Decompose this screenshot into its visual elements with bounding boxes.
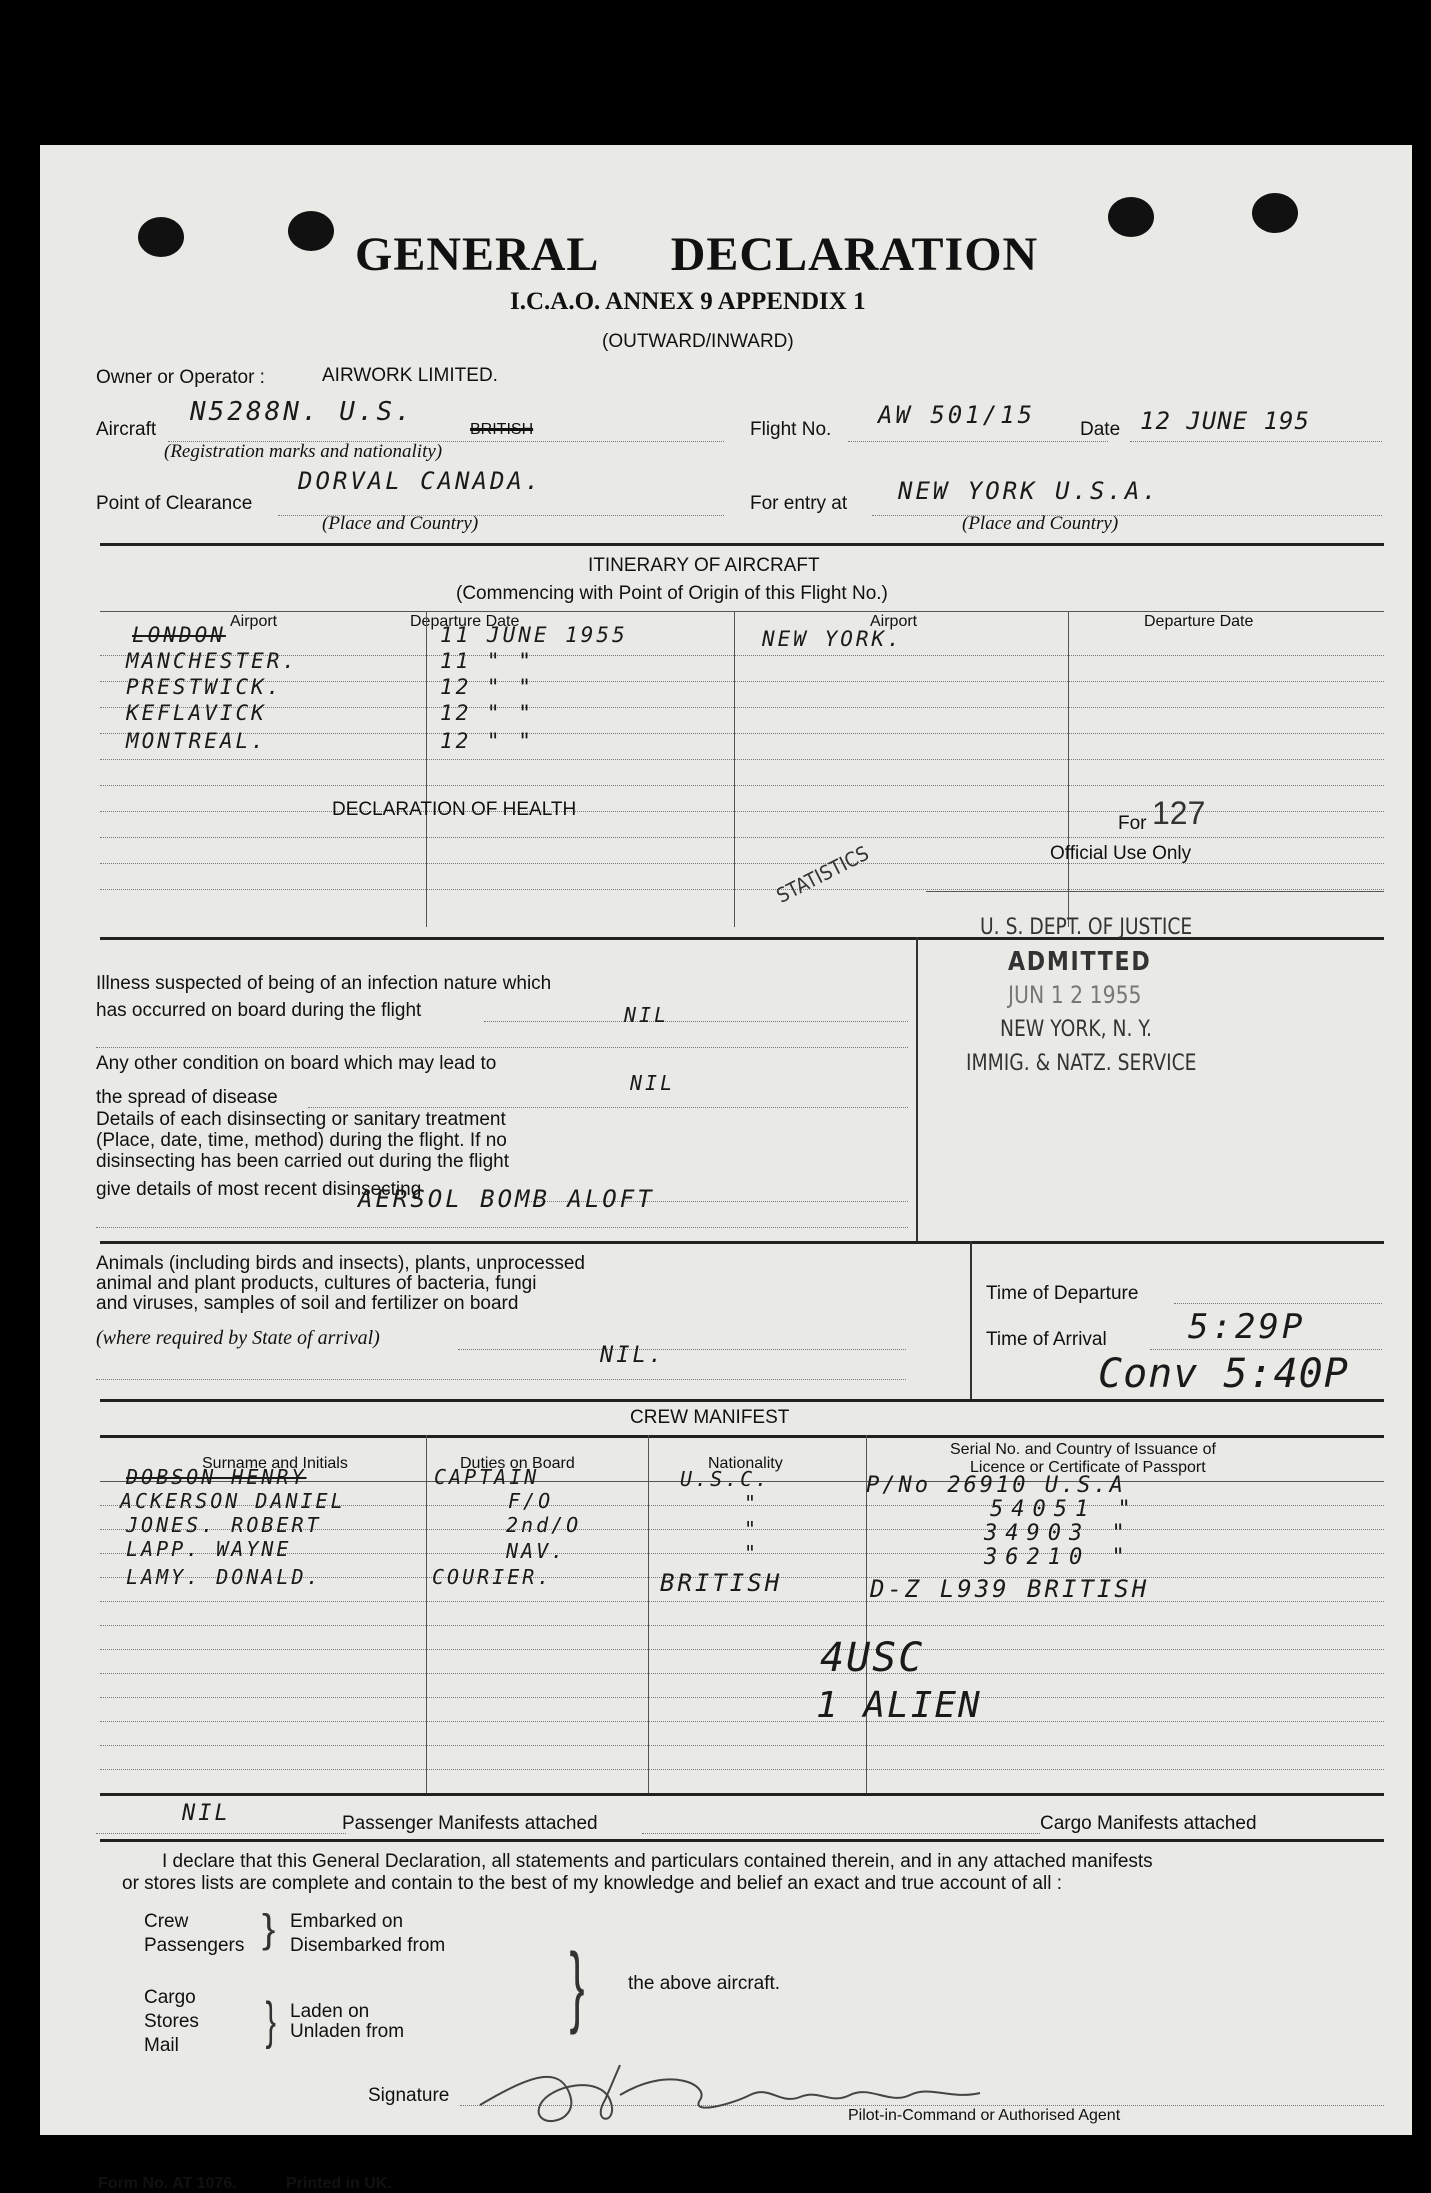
itinerary-col-airport-left: Airport: [230, 613, 278, 630]
itinerary-date-3: 12 " ": [440, 675, 534, 699]
title-part-1: GENERAL: [355, 228, 597, 281]
brace-3: }: [265, 1992, 276, 2050]
printed-in: Printed in UK.: [286, 2175, 392, 2192]
crew-nat-1: U.S.C.: [680, 1467, 771, 1491]
owner-value: AIRWORK LIMITED.: [322, 365, 498, 386]
itinerary-date-4: 12 " ": [440, 701, 534, 725]
health-q1-line1: Illness suspected of being of an infection nature which: [96, 973, 552, 994]
clearance-value: DORVAL CANADA.: [298, 467, 543, 495]
crew-serial-3: 34903 ": [984, 1521, 1133, 1546]
official-number: 127: [1152, 795, 1206, 831]
crew-serial-4: 36210 ": [984, 1545, 1133, 1570]
clearance-caption: (Place and Country): [322, 513, 479, 534]
flight-value: AW 501/15: [878, 401, 1036, 429]
itinerary-col-departure-left: Departure Date: [410, 613, 520, 630]
crew-col-serial-1: Serial No. and Country of Issuance of: [950, 1441, 1216, 1458]
declaration-laden: Laden on: [290, 2001, 370, 2022]
animals-line1: Animals (including birds and insects), plants, unprocessed: [96, 1253, 585, 1274]
crew-note-alien: 1 ALIEN: [816, 1685, 982, 1726]
itinerary-subtitle: (Commencing with Point of Origin of this Flight No.): [456, 583, 888, 604]
date-label: Date: [1080, 419, 1121, 440]
crew-name-1: DOBSON HENRY: [126, 1465, 307, 1489]
form-subtitle: I.C.A.O. ANNEX 9 APPENDIX 1: [510, 288, 866, 315]
health-q1-answer: NIL: [624, 1003, 670, 1027]
passenger-manifest-label: Passenger Manifests attached: [342, 1813, 598, 1834]
date-value: 12 JUNE 195: [1140, 407, 1310, 435]
aircraft-value: N5288N. U.S.: [190, 397, 414, 427]
animals-line3: and viruses, samples of soil and fertilizer on board: [96, 1293, 519, 1314]
declaration-passengers: Passengers: [144, 1935, 245, 1956]
crew-duty-4: NAV.: [506, 1539, 567, 1563]
health-title: DECLARATION OF HEALTH: [332, 799, 577, 820]
aircraft-printed-nationality: BRITISH: [470, 421, 534, 438]
arrival-time-value: 5:29P: [1188, 1307, 1306, 1347]
form-number: Form No. AT 1076.: [98, 2175, 237, 2192]
passenger-manifest-value: NIL: [182, 1801, 231, 1826]
animals-line2: animal and plant products, cultures of bacteria, fungi: [96, 1273, 537, 1294]
itinerary-airport-4: KEFLAVICK: [126, 701, 267, 725]
health-q3-line2-text: (Place, date, time, method) during the flight. If no: [96, 1130, 507, 1151]
title-part-2: DECLARATION: [670, 228, 1039, 281]
crew-duty-5: COURIER.: [432, 1565, 553, 1589]
owner-label: Owner or Operator :: [96, 367, 265, 388]
crew-name-4: LAPP. WAYNE: [126, 1537, 292, 1561]
itinerary-date-2: 11 " ": [440, 649, 534, 673]
aircraft-caption: (Registration marks and nationality): [164, 441, 443, 462]
itinerary-airport-5: MONTREAL.: [126, 729, 267, 753]
entry-label: For entry at: [750, 493, 848, 514]
declaration-mail: Mail: [144, 2035, 179, 2056]
crew-col-name: Surname and Initials: [202, 1455, 348, 1472]
crew-col-duties: Duties on Board: [460, 1455, 575, 1472]
crew-note-usc: 4USC: [820, 1635, 925, 1681]
declaration-unladen: Unladen from: [290, 2021, 405, 2042]
declaration-crew: Crew: [144, 1911, 189, 1932]
punch-hole: [288, 211, 334, 251]
entry-value: NEW YORK U.S.A.: [898, 477, 1160, 505]
stamp-line-3: JUN 1 2 1955: [1008, 981, 1142, 1009]
crew-duty-1: CAPTAIN: [434, 1465, 540, 1489]
crew-nat-2: ": [744, 1491, 760, 1515]
animals-line4: (where required by State of arrival): [96, 1327, 380, 1349]
crew-serial-1: P/No 26910 U.S.A: [866, 1473, 1126, 1498]
declaration-embarked: Embarked on: [290, 1911, 404, 1932]
entry-caption: (Place and Country): [962, 513, 1119, 534]
declaration-text-2: or stores lists are complete and contain to the best of my knowledge and belief an exact and true account of all :: [122, 1873, 1062, 1894]
brace-2: }: [569, 1936, 585, 2036]
crew-duty-2: F/O: [508, 1489, 554, 1513]
form-title: [355, 227, 1038, 282]
aircraft-label: Aircraft: [96, 419, 157, 440]
declaration-cargo: Cargo: [144, 1987, 196, 2008]
declaration-stores: Stores: [144, 2011, 199, 2032]
health-q3-line2: [96, 1130, 507, 1152]
health-q1-line2: has occurred on board during the flight: [96, 1000, 422, 1021]
crew-name-5: LAMY. DONALD.: [126, 1565, 322, 1589]
brace-1: }: [262, 1907, 276, 1951]
cargo-manifest-label: Cargo Manifests attached: [1040, 1813, 1257, 1834]
stamp-line-2: ADMITTED: [1008, 947, 1152, 977]
signer-caption: Pilot-in-Command or Authorised Agent: [848, 2107, 1121, 2124]
clearance-label: Point of Clearance: [96, 493, 253, 514]
signature-label: Signature: [368, 2085, 450, 2106]
arrival-time-label: Time of Arrival: [986, 1329, 1107, 1350]
stamp-line-1: U. S. DEPT. OF JUSTICE: [980, 915, 1193, 940]
crew-nat-4: ": [744, 1541, 760, 1565]
punch-hole: [1108, 197, 1154, 237]
declaration-disembarked: Disembarked from: [290, 1935, 446, 1956]
stamp-line-5: IMMIG. & NATZ. SERVICE: [966, 1051, 1197, 1076]
conv-time-value: Conv 5:40P: [1098, 1351, 1349, 1397]
itinerary-airport-2: MANCHESTER.: [126, 649, 299, 673]
crew-col-serial-2: Licence or Certificate of Passport: [970, 1459, 1206, 1476]
departure-time-label: Time of Departure: [986, 1283, 1139, 1304]
crew-serial-5: D-Z L939 BRITISH: [870, 1575, 1150, 1603]
flight-label: Flight No.: [750, 419, 832, 440]
health-q3-answer: AERSOL BOMB ALOFT: [358, 1185, 655, 1213]
itinerary-date-1: 11 JUNE 1955: [440, 623, 628, 647]
official-use-label: Official Use Only: [1050, 843, 1192, 864]
itinerary-airport-1: LONDON: [132, 623, 226, 647]
crew-col-nationality: Nationality: [708, 1455, 783, 1472]
declaration-text-1: I declare that this General Declaration, all statements and particulars contained therein, and in any attached manifests: [162, 1851, 1153, 1872]
animals-answer: NIL.: [600, 1343, 665, 1368]
crew-duty-3: 2nd/O: [506, 1513, 582, 1537]
health-q2-line2: the spread of disease: [96, 1087, 278, 1108]
itinerary-date-5: 12 " ": [440, 729, 534, 753]
health-q3-line4: give details of most recent disinsecting: [96, 1179, 422, 1200]
itinerary-airport-3: PRESTWICK.: [126, 675, 283, 699]
health-q2-answer: NIL: [630, 1071, 676, 1095]
health-q2-line1: Any other condition on board which may lead to: [96, 1053, 497, 1074]
itinerary-col-departure-right: Departure Date: [1144, 613, 1254, 630]
stamp-line-4: NEW YORK, N. Y.: [1000, 1017, 1152, 1042]
punch-hole: [138, 217, 184, 257]
health-q3-line1: Details of each disinsecting or sanitary treatment: [96, 1109, 506, 1130]
statistics-stamp: STATISTICS: [772, 840, 873, 908]
direction-label: (OUTWARD/INWARD): [602, 331, 794, 352]
crew-nat-5: BRITISH: [660, 1569, 783, 1597]
form-sheet: [40, 145, 1412, 2192]
itinerary-right-airport: NEW YORK.: [762, 627, 903, 651]
crew-title: CREW MANIFEST: [630, 1407, 790, 1428]
crew-nat-3: ": [744, 1517, 760, 1541]
crew-name-2: ACKERSON DANIEL: [120, 1489, 346, 1513]
crew-serial-2: 54051 ": [990, 1497, 1139, 1522]
declaration-above: the above aircraft.: [628, 1973, 781, 1994]
health-q3-line3: disinsecting has been carried out during the flight: [96, 1151, 509, 1172]
punch-hole: [1252, 193, 1298, 233]
itinerary-col-airport-right: Airport: [870, 613, 918, 630]
itinerary-title: ITINERARY OF AIRCRAFT: [588, 555, 820, 576]
official-for-label: For: [1118, 813, 1147, 834]
crew-name-3: JONES. ROBERT: [126, 1513, 322, 1537]
